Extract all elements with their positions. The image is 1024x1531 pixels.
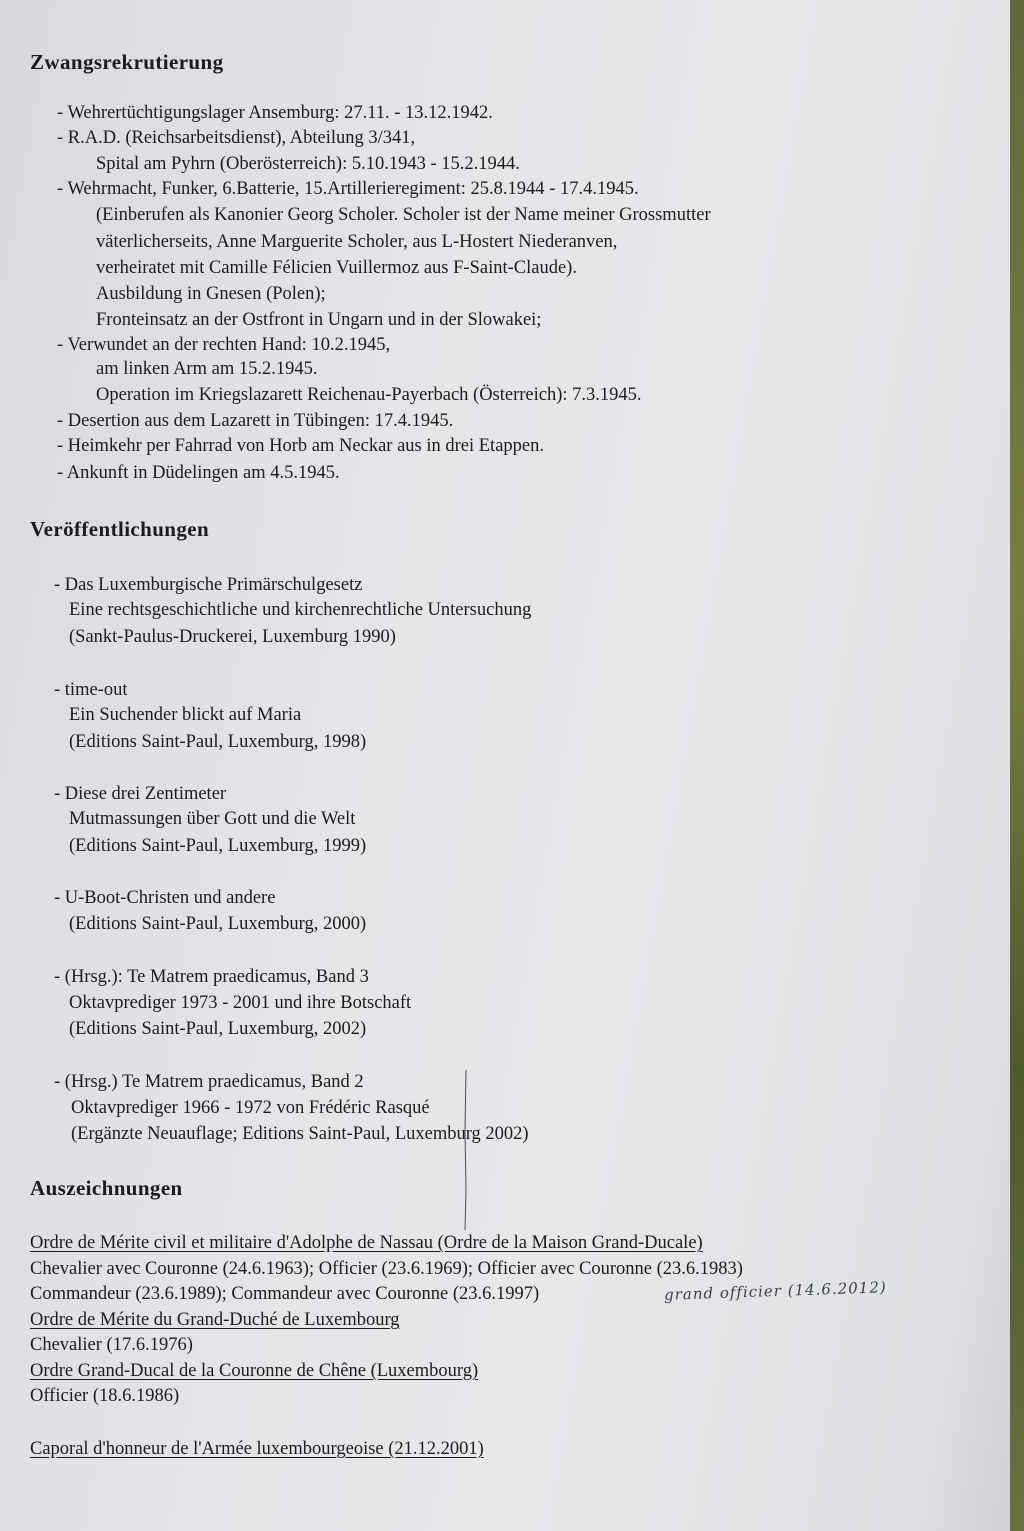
text-line: Operation im Kriegslazarett Reichenau-Payerbach (Österreich): 7.3.1945.	[96, 385, 642, 405]
award-line: Commandeur (23.6.1989); Commandeur avec Couronne (23.6.1997)	[30, 1284, 540, 1304]
text-line: Ausbildung in Gnesen (Polen);	[96, 284, 326, 304]
section-heading-veroeffentlichungen: Veröffentlichungen	[30, 517, 210, 541]
text-line: (Editions Saint-Paul, Luxemburg, 2000)	[69, 914, 367, 934]
text-line: Oktavprediger 1966 - 1972 von Frédéric Rasqué	[71, 1098, 430, 1118]
text-line: (Editions Saint-Paul, Luxemburg, 1999)	[69, 836, 367, 856]
text-line: Eine rechtsgeschichtliche und kirchenrechtliche Untersuchung	[69, 600, 532, 620]
background-edge	[1010, 0, 1024, 1531]
text-line: verheiratet mit Camille Félicien Vuillermoz aus F-Saint-Claude).	[96, 258, 577, 278]
award-order-title: Ordre Grand-Ducal de la Couronne de Chêne (Luxembourg)	[30, 1361, 479, 1381]
text-line: - Verwundet an der rechten Hand: 10.2.1945,	[57, 335, 391, 355]
text-line: (Editions Saint-Paul, Luxemburg, 1998)	[69, 732, 367, 752]
text-line: (Einberufen als Kanonier Georg Scholer. Scholer ist der Name meiner Grossmutter	[96, 205, 711, 225]
text-line: - Wehrmacht, Funker, 6.Batterie, 15.Artillerieregiment: 25.8.1944 - 17.4.1945.	[57, 179, 639, 199]
text-line: - (Hrsg.): Te Matrem praedicamus, Band 3	[54, 967, 369, 987]
text-line: (Sankt-Paulus-Druckerei, Luxemburg 1990)	[69, 627, 396, 647]
text-line: Spital am Pyhrn (Oberösterreich): 5.10.1943 - 15.2.1944.	[96, 154, 520, 174]
award-line: Chevalier avec Couronne (24.6.1963); Officier (23.6.1969); Officier avec Couronne (23.6.1983)	[30, 1259, 743, 1279]
handwritten-note: grand officier (14.6.2012)	[663, 1278, 887, 1304]
award-line: Officier (18.6.1986)	[30, 1386, 180, 1406]
text-line: - Wehrertüchtigungslager Ansemburg: 27.11. - 13.12.1942.	[57, 103, 493, 123]
award-order-title: Ordre de Mérite civil et militaire d'Adolphe de Nassau (Ordre de la Maison Grand-Ducale)	[30, 1233, 703, 1253]
award-line: Chevalier (17.6.1976)	[30, 1335, 193, 1355]
text-line: väterlicherseits, Anne Marguerite Scholer, aus L-Hostert Niederanven,	[96, 232, 618, 252]
text-line: - R.A.D. (Reichsarbeitsdienst), Abteilung 3/341,	[57, 128, 416, 148]
text-line: - time-out	[54, 680, 128, 700]
text-line: (Ergänzte Neuauflage; Editions Saint-Paul, Luxemburg 2002)	[71, 1124, 529, 1144]
text-line: - (Hrsg.) Te Matrem praedicamus, Band 2	[54, 1072, 364, 1092]
text-line: am linken Arm am 15.2.1945.	[96, 359, 318, 379]
text-line: Oktavprediger 1973 - 2001 und ihre Botschaft	[69, 993, 412, 1013]
text-line: - Heimkehr per Fahrrad von Horb am Neckar aus in drei Etappen.	[57, 436, 544, 456]
text-line: Mutmassungen über Gott und die Welt	[69, 809, 356, 829]
award-order-title: Ordre de Mérite du Grand-Duché de Luxembourg	[30, 1310, 400, 1330]
section-heading-auszeichnungen: Auszeichnungen	[30, 1176, 183, 1200]
pen-stroke	[464, 1070, 467, 1230]
section-heading-zwangsrekrutierung: Zwangsrekrutierung	[30, 50, 224, 74]
text-line: - Desertion aus dem Lazarett in Tübingen: 17.4.1945.	[57, 411, 454, 431]
text-line: - Das Luxemburgische Primärschulgesetz	[54, 575, 363, 595]
text-line: - U-Boot-Christen und andere	[54, 888, 276, 908]
award-order-title: Caporal d'honneur de l'Armée luxembourgeoise (21.12.2001)	[30, 1439, 484, 1459]
text-line: Ein Suchender blickt auf Maria	[69, 705, 302, 725]
text-line: Fronteinsatz an der Ostfront in Ungarn und in der Slowakei;	[96, 310, 542, 330]
text-line: - Diese drei Zentimeter	[54, 784, 227, 804]
text-line: (Editions Saint-Paul, Luxemburg, 2002)	[69, 1019, 367, 1039]
text-line: - Ankunft in Düdelingen am 4.5.1945.	[57, 463, 340, 483]
